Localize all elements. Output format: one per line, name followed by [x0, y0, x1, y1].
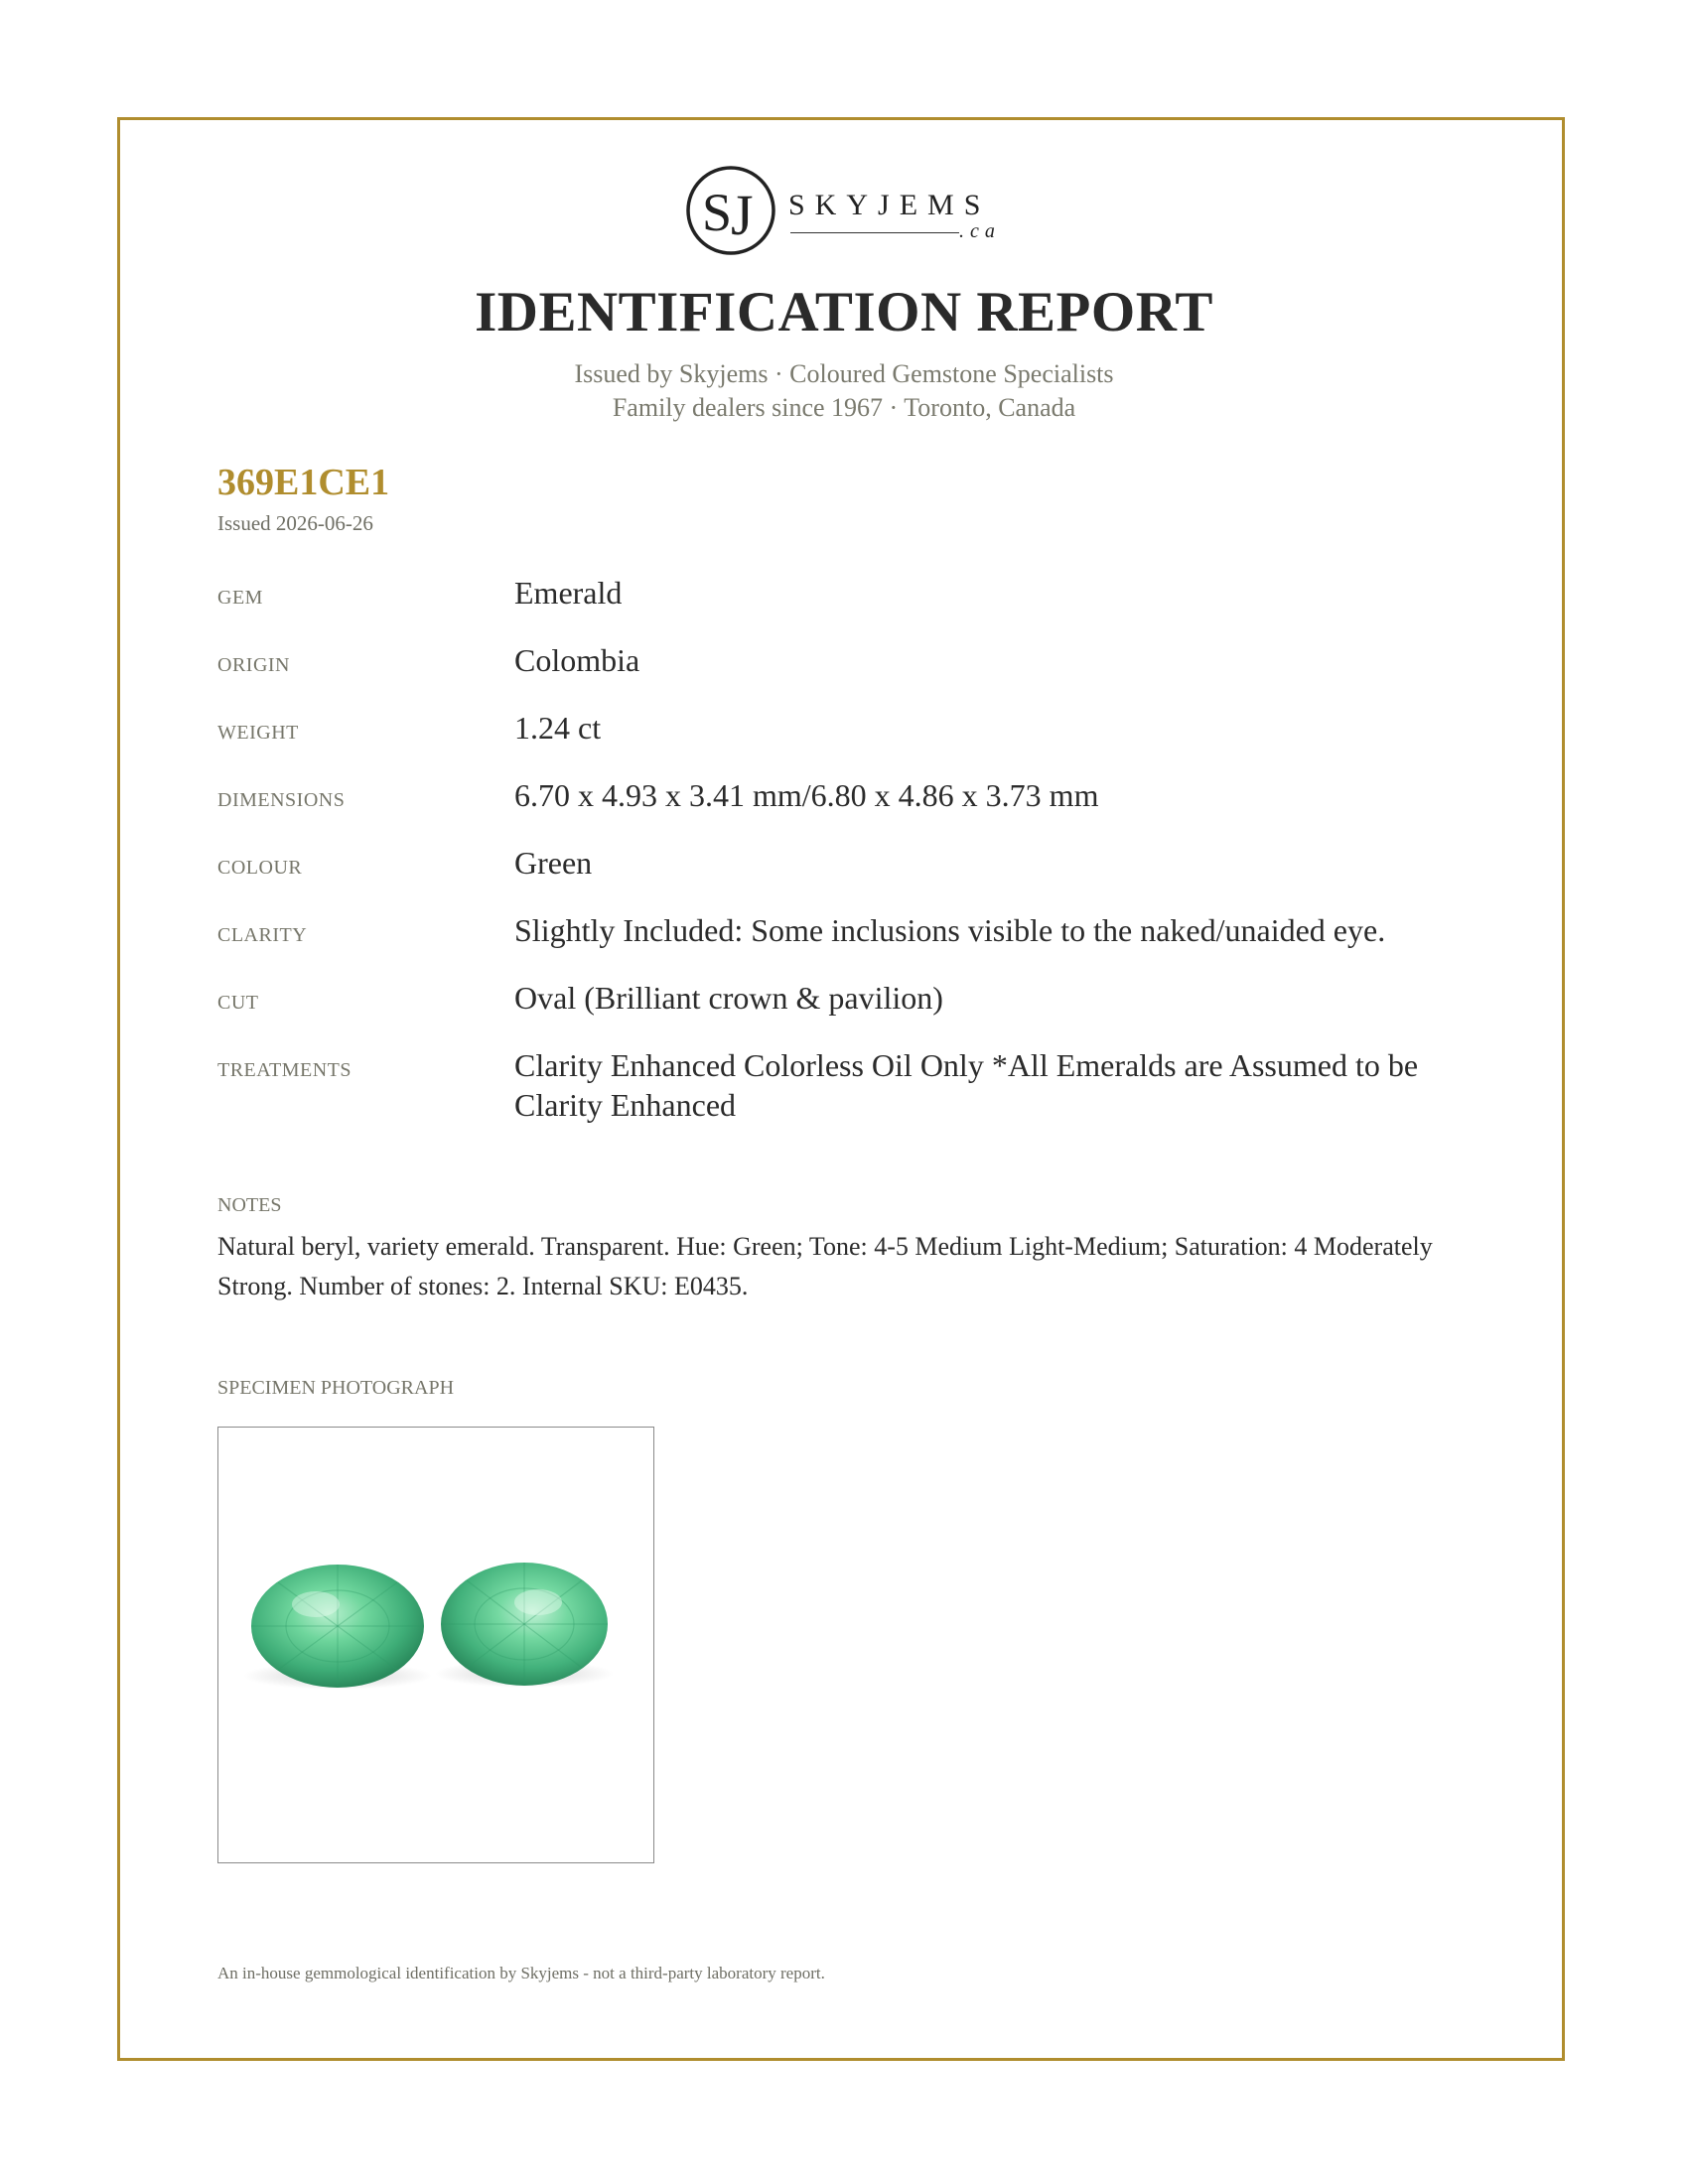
- logo-wordmark: SKYJEMS: [788, 189, 991, 221]
- field-value-gem: Emerald: [514, 575, 623, 611]
- field-label-cut: CUT: [217, 992, 259, 1014]
- field-value-treatments: Clarity Enhanced Colorless Oil Only *All Emeralds are Assumed to be Clarity Enhanced: [514, 1047, 1419, 1123]
- field-label-treatments: TREATMENTS: [217, 1059, 352, 1081]
- field-value-weight: 1.24 ct: [514, 710, 602, 746]
- report-id: 369E1CE1: [217, 462, 390, 503]
- emerald-left: [251, 1565, 424, 1688]
- logo-domain-suffix: .ca: [959, 220, 1001, 242]
- field-value-cut: Oval (Brilliant crown & pavilion): [514, 980, 943, 1016]
- field-label-colour: COLOUR: [217, 857, 303, 879]
- field-value-dimensions: 6.70 x 4.93 x 3.41 mm/6.80 x 4.86 x 3.73 mm: [514, 777, 1099, 813]
- notes-label: NOTES: [217, 1194, 282, 1216]
- field-label-dimensions: DIMENSIONS: [217, 789, 346, 811]
- notes-text: Natural beryl, variety emerald. Transparent. Hue: Green; Tone: 4-5 Medium Light-Medium; Saturation: 4 Moderately Strong. Number of stones: 2. Internal SKU: E0435.: [217, 1232, 1433, 1300]
- field-value-origin: Colombia: [514, 642, 640, 678]
- field-value-clarity: Slightly Included: Some inclusions visible to the naked/unaided eye.: [514, 912, 1386, 948]
- logo-rule: [790, 232, 959, 233]
- field-label-gem: GEM: [217, 587, 263, 609]
- specimen-photo: [217, 1427, 654, 1863]
- photo-label: SPECIMEN PHOTOGRAPH: [217, 1377, 455, 1399]
- field-label-clarity: CLARITY: [217, 924, 308, 946]
- svg-text:S: S: [702, 183, 733, 242]
- report-title: IDENTIFICATION REPORT: [475, 281, 1213, 343]
- skyjems-logo: [685, 165, 1003, 260]
- svg-text:J: J: [731, 183, 754, 247]
- issue-date: Issued 2026-06-26: [217, 511, 373, 535]
- emerald-right: [441, 1563, 608, 1686]
- field-label-weight: WEIGHT: [217, 722, 299, 744]
- field-label-origin: ORIGIN: [217, 654, 290, 676]
- emerald-pair-image: [218, 1428, 654, 1863]
- disclaimer: An in-house gemmological identification by Skyjems - not a third-party laboratory report.: [217, 1964, 825, 1982]
- location-line: Family dealers since 1967 · Toronto, Canada: [612, 393, 1076, 422]
- sj-monogram-icon: [685, 165, 776, 256]
- issuer-line: Issued by Skyjems · Coloured Gemstone Specialists: [574, 359, 1114, 388]
- field-value-colour: Green: [514, 845, 593, 881]
